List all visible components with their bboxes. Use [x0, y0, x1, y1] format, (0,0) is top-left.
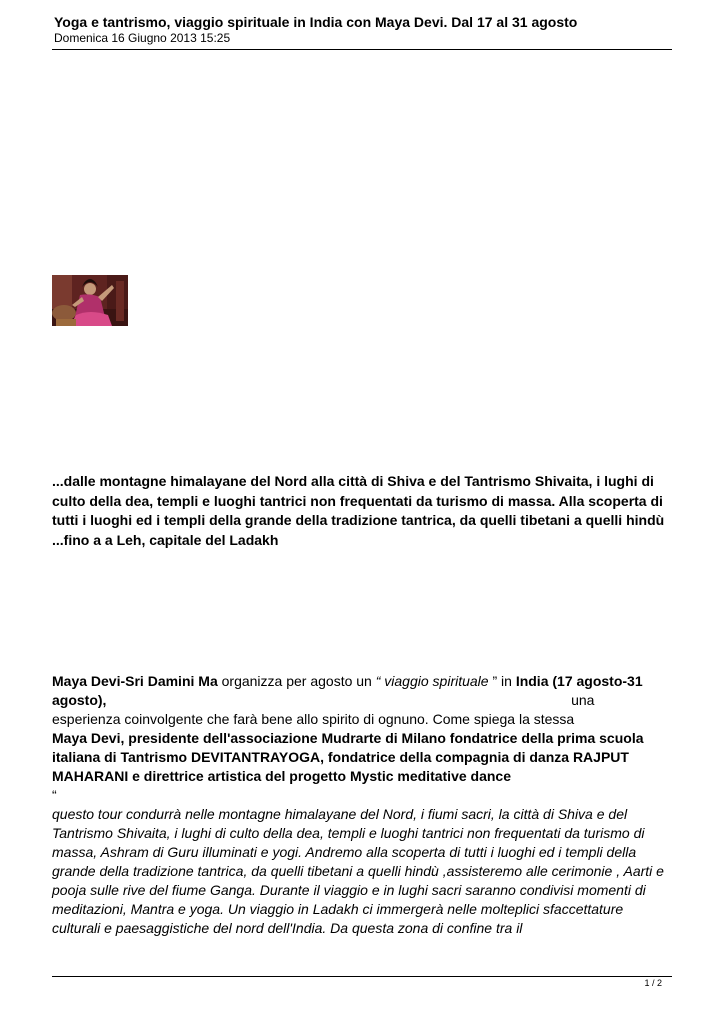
- footer-divider: [52, 976, 672, 977]
- organizer-name: Maya Devi-Sri Damini Ma: [52, 673, 218, 689]
- page-number: 1 / 2: [644, 978, 662, 988]
- esperienza-text: esperienza coinvolgente che farà bene allo spirito di ognuno. Come spiega la stessa: [52, 711, 575, 727]
- quote-mark: “: [52, 787, 57, 803]
- article-body: [52, 672, 672, 938]
- una-text: una: [571, 692, 595, 708]
- credentials-text: Maya Devi, presidente dell'associazione Mudrarte di Milano fondatrice della prima scuola italiana di Tantrismo DEVITANTRAYOGA, fondatrice della compagnia di danza RAJPUT MAHARANI e direttrice artistica del progetto Mystic meditative dance: [52, 730, 644, 784]
- india-dates: India (17 agosto-31 agosto),: [52, 673, 643, 708]
- document-title: Yoga e tantrismo, viaggio spirituale in India con Maya Devi. Dal 17 al 31 agosto: [54, 14, 578, 30]
- intro-paragraph: ...dalle montagne himalayane del Nord alla città di Shiva e del Tantrismo Shivaita, i lughi di culto della dea, templi e luoghi tantrici non frequentati da turismo di massa. Alla scoperta di tutti i luoghi ed i templi della grande della tradizione tantrica, da quelli tibetani a quelli hindù ...fino a a Leh, capitale del Ladakh: [52, 473, 665, 548]
- in-text: ” in: [492, 673, 516, 689]
- article-photo: [52, 275, 128, 326]
- document-date: Domenica 16 Giugno 2013 15:25: [54, 31, 231, 45]
- header-divider: [52, 49, 672, 50]
- quote-paragraph: questo tour condurrà nelle montagne himalayane del Nord, i fiumi sacri, la città di Shiva e del Tantrismo Shivaita, i lughi di culto della dea, templi e luoghi tantrici non frequentati da turismo di massa, Ashram di Guru illuminati e yogi. Andremo alla scoperta di tutti i luoghi ed i templi della grande della tradizione tantrica, da quelli tibetani a quelli hindù ,assisteremo alle cerimonie , Aarti e pooja sulle rive del fiume Ganga. Durante il viaggio e in lughi sacri saranno condivisi momenti di meditazioni, Mantra e yoga. Un viaggio in Ladakh ci immergerà nelle molteplici sfaccettature culturali e paesaggistiche del nord dell'India. Da questa zona di confine tra il: [52, 806, 664, 936]
- document-header: [54, 14, 672, 46]
- organizza-text: organizza per agosto un: [217, 673, 376, 689]
- viaggio-spirituale: “ viaggio spirituale: [375, 673, 493, 689]
